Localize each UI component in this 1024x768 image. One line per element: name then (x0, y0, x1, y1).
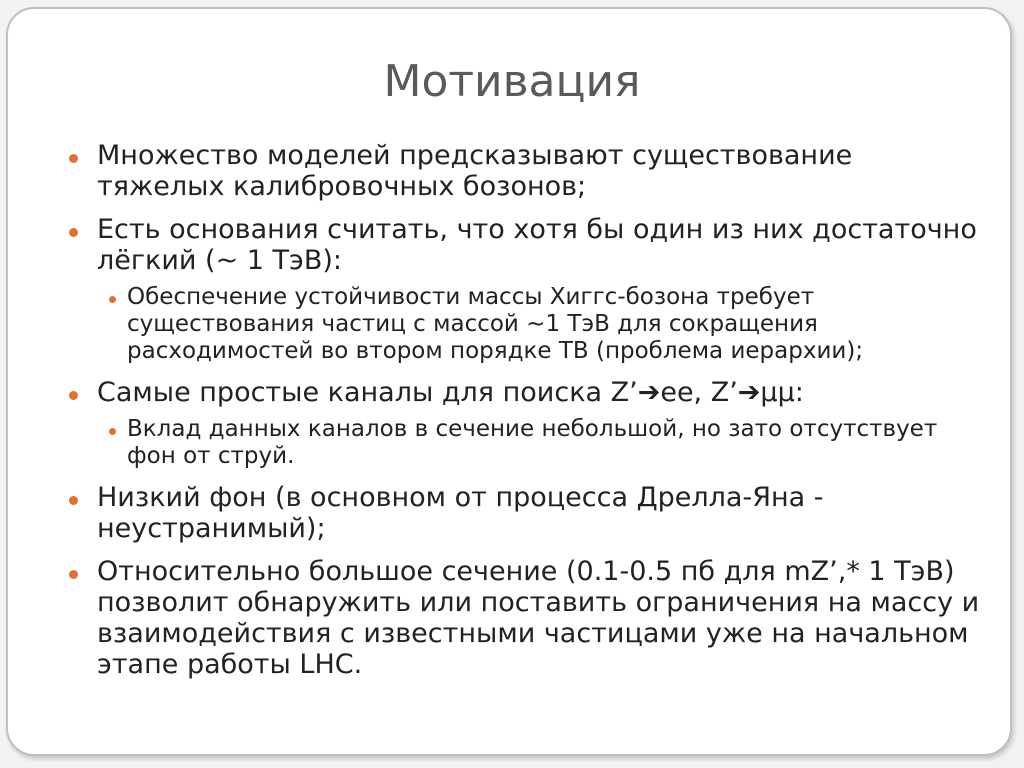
sub-bullet-item (97, 416, 984, 470)
sub-bullet-text: Обеспечение устойчивости массы Хиггс-бозона требует существования частиц с массой ~1 ТэВ для сокращения расходимостей во втором порядке ТВ (проблема иерархии); (127, 284, 864, 364)
bullet-text: Низкий фон (в основном от процесса Дрелла-Яна - неустранимый); (97, 482, 824, 544)
bullet-dot-icon (69, 570, 78, 579)
bullet-dot-icon (69, 391, 78, 400)
bullet-text: Множество моделей предсказывают существование тяжелых калибровочных бозонов; (97, 140, 853, 202)
bullet-text: Есть основания считать, что хотя бы один из них достаточно лёгкий (~ 1 ТэВ): (97, 214, 977, 276)
bullet-item (64, 377, 984, 470)
sub-bullet-list (97, 416, 984, 470)
sub-bullet-text: Вклад данных каналов в сечение небольшой, но зато отсутствует фон от струй. (127, 416, 938, 469)
sub-bullet-item (97, 284, 984, 365)
bullet-dot-icon (69, 496, 78, 505)
bullet-item (64, 556, 984, 680)
slide-title: Мотивация (383, 56, 641, 107)
bullet-text: Относительно большое сечение (0.1-0.5 пб для mZ’,* 1 ТэВ) позволит обнаружить или поставить ограничения на массу и взаимодействия с известными частицами уже на начальном этапе работы LHC. (97, 556, 980, 680)
sub-bullet-dot-icon (109, 428, 116, 435)
bullet-item (64, 140, 984, 202)
bullet-dot-icon (69, 154, 78, 163)
bullet-dot-icon (69, 228, 78, 237)
bullet-item (64, 214, 984, 365)
sub-bullet-list (97, 284, 984, 365)
sub-bullet-dot-icon (109, 296, 116, 303)
bullet-list (64, 140, 984, 692)
bullet-item (64, 482, 984, 544)
bullet-text: Самые простые каналы для поиска Z’➔ee, Z’➔μμ: (97, 377, 804, 408)
